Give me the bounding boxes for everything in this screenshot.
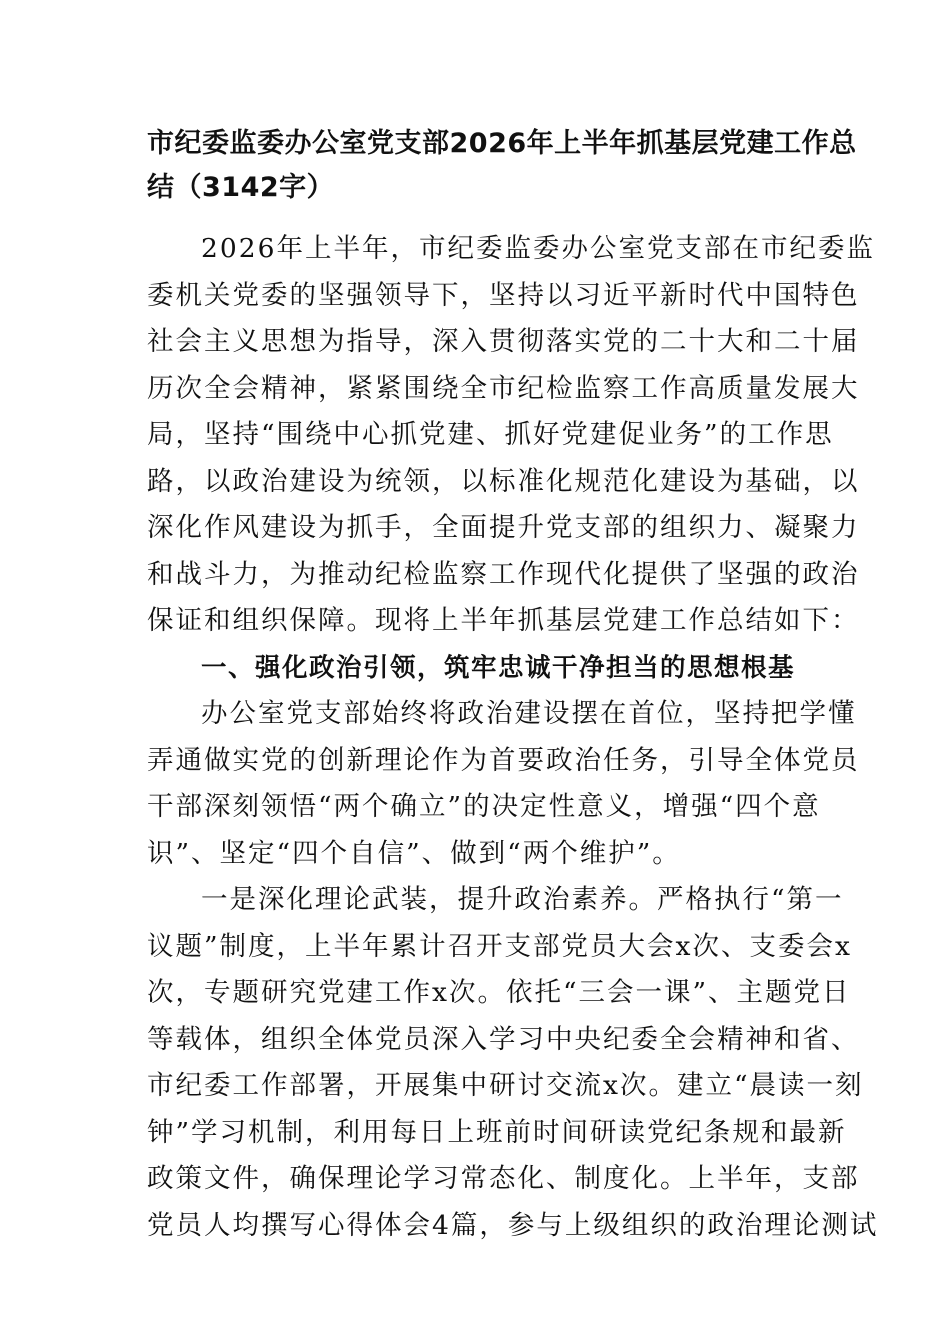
intro-line-4: 历次全会精神，紧紧围绕全市纪检监察工作高质量发展大 <box>147 372 860 404</box>
intro-line-2: 委机关党委的坚强领导下，坚持以习近平新时代中国特色 <box>147 279 860 311</box>
intro-paragraph <box>147 226 875 645</box>
intro-line-9: 保证和组织保障。现将上半年抓基层党建工作总结如下： <box>147 605 860 636</box>
document-title <box>147 122 857 210</box>
section1-paragraph <box>147 691 860 877</box>
item1-paragraph <box>147 877 879 1249</box>
item1-line-6: 钟”学习机制，利用每日上班前时间研读党纪条规和最新 <box>147 1116 847 1148</box>
intro-line-8: 和战斗力，为推动纪检监察工作现代化提供了坚强的政治 <box>147 558 860 590</box>
intro-line-7: 深化作风建设为抓手，全面提升党支部的组织力、凝聚力 <box>147 512 860 543</box>
item1-line-3: 次，专题研究党建工作x次。依托“三会一课”、主题党日 <box>147 977 851 1008</box>
item1-line-2: 议题”制度，上半年累计召开支部党员大会x次、支委会x <box>147 930 852 962</box>
section1-line-1: 办公室党支部始终将政治建设摆在首位，坚持把学懂 <box>201 698 857 729</box>
item1-line-8: 党员人均撰写心得体会4篇，参与上级组织的政治理论测试 <box>147 1209 879 1241</box>
item1-line-4: 等载体，组织全体党员深入学习中央纪委全会精神和省、 <box>147 1023 860 1055</box>
item1-line-1: 一是深化理论武装，提升政治素养。严格执行“第一 <box>201 884 844 915</box>
intro-line-3: 社会主义思想为指导，深入贯彻落实党的二十大和二十届 <box>147 326 860 357</box>
document-body <box>147 226 879 1249</box>
intro-line-6: 路，以政治建设为统领，以标准化规范化建设为基础，以 <box>147 465 860 497</box>
item1-line-7: 政策文件，确保理论学习常态化、制度化。上半年，支部 <box>147 1163 860 1194</box>
intro-line-1: 2026年上半年，市纪委监委办公室党支部在市纪委监 <box>201 233 875 264</box>
section-heading-1: 一、强化政治引领，筑牢忠诚干净担当的思想根基 <box>201 652 796 683</box>
item1-line-5: 市纪委工作部署，开展集中研讨交流x次。建立“晨读一刻 <box>147 1070 864 1101</box>
section1-line-2: 弄通做实党的创新理论作为首要政治任务，引导全体党员 <box>147 744 860 776</box>
section1-line-3: 干部深刻领悟“两个确立”的决定性意义，增强“四个意 <box>147 791 821 822</box>
title-line-1: 市纪委监委办公室党支部2026年上半年抓基层党建工作总 <box>147 128 857 159</box>
intro-line-5: 局，坚持“围绕中心抓党建、抓好党建促业务”的工作思 <box>147 419 834 450</box>
title-line-2: 结（3142字） <box>147 172 335 203</box>
section1-line-4: 识”、坚定“四个自信”、做到“两个维护”。 <box>147 837 681 869</box>
